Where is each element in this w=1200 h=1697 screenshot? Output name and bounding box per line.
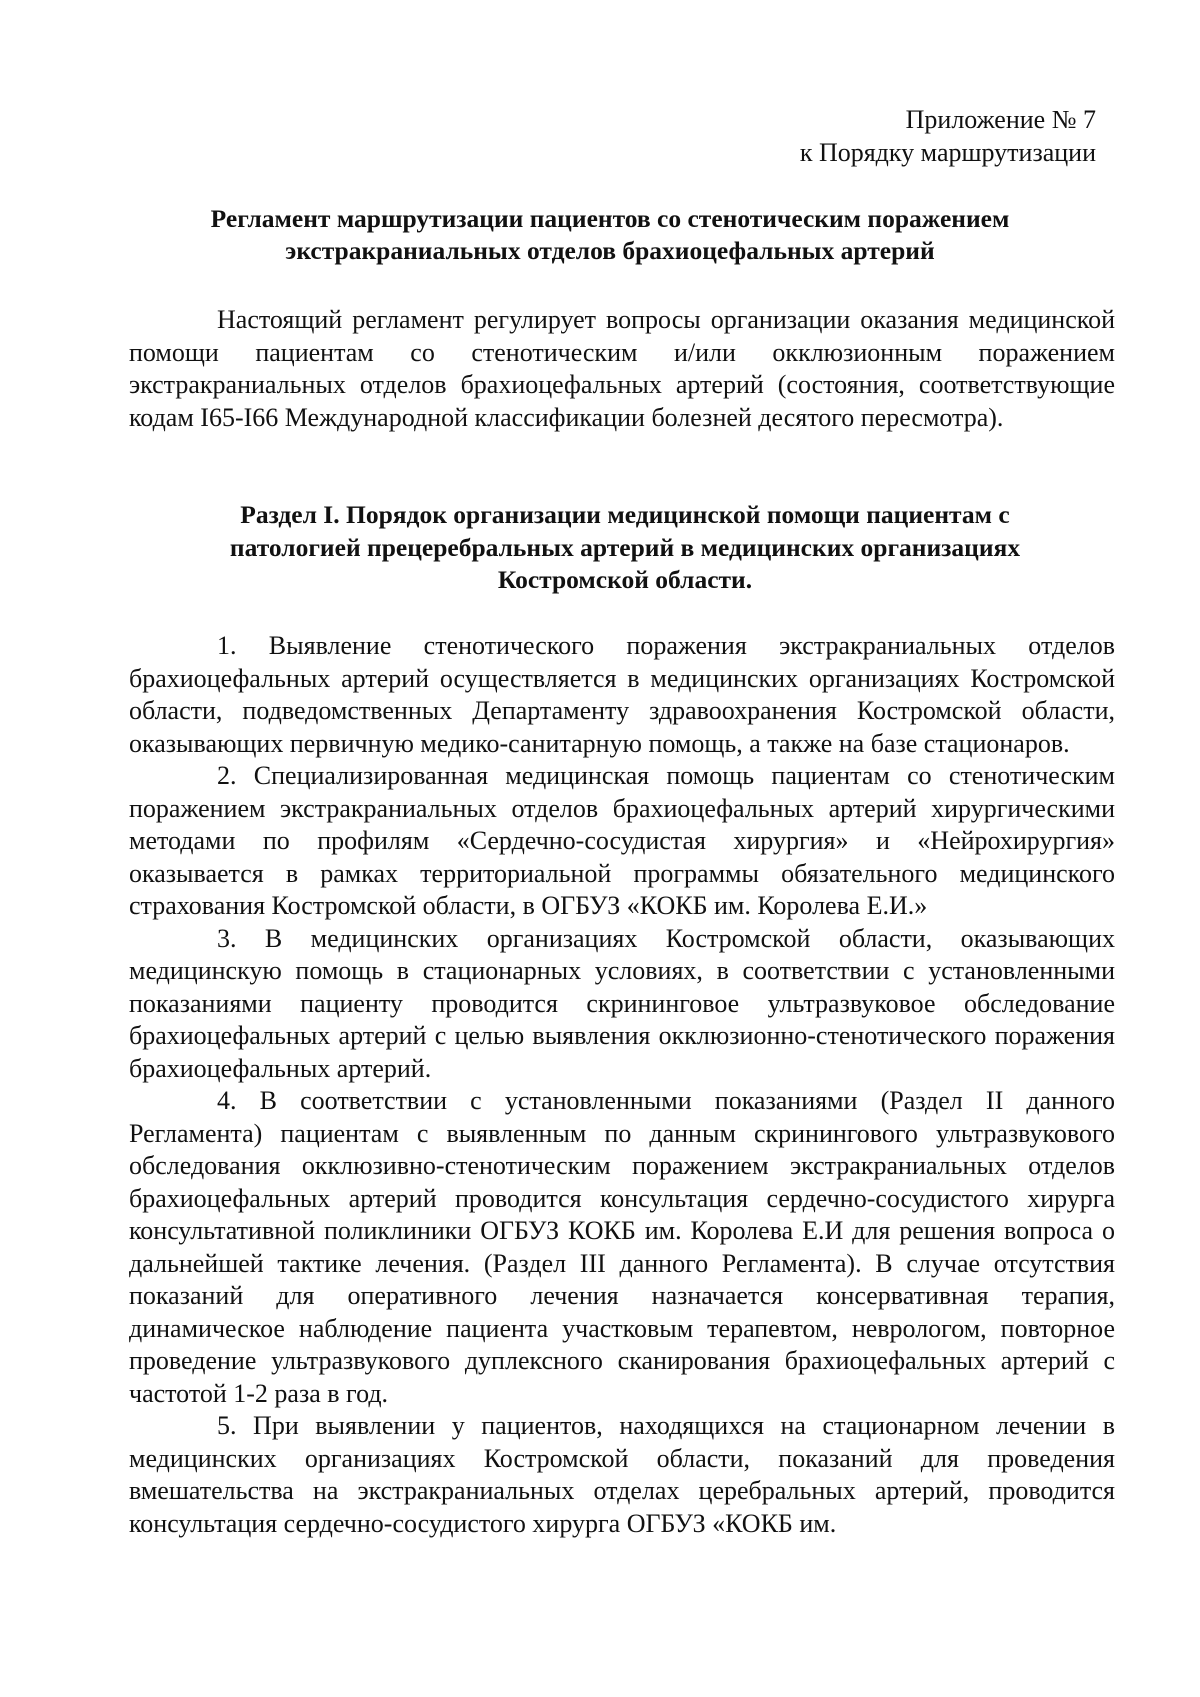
section-heading xyxy=(150,499,1100,597)
intro-block xyxy=(129,304,1115,434)
numbered-items xyxy=(129,630,1115,1540)
intro-paragraph: Настоящий регламент регулирует вопросы организации оказания медицинской помощи пациентам со стенотическим и/или окклюзионным поражением экстракраниальных отделов брахиоцефальных артерий (состояния, соответствующие кодам I65-I66 Международной классификации болезней десятого пересмотра). xyxy=(129,305,1115,432)
appendix-reference: к Порядку маршрутизации xyxy=(799,138,1096,167)
section-heading-line-1: Раздел I. Порядок организации медицинской помощи пациентам с xyxy=(240,500,1010,529)
title-line-1: Регламент маршрутизации пациентов со стенотическим поражением xyxy=(210,204,1010,233)
item-paragraph: 5. При выявлении у пациентов, находящихся на стационарном лечении в медицинских организациях Костромской области, показаний для проведения вмешательства на экстракраниальных отделах церебральных артерий, проводится консультация сердечно-сосудистого хирурга ОГБУЗ «КОКБ им. xyxy=(129,1411,1115,1538)
title-line-2: экстракраниальных отделов брахиоцефальных артерий xyxy=(285,236,935,265)
section-heading-line-3: Костромской области. xyxy=(497,565,753,594)
appendix-number: Приложение № 7 xyxy=(905,105,1096,134)
section-heading-line-2: патологией прецеребральных артерий в медицинских организациях xyxy=(229,532,1021,562)
document-title xyxy=(150,203,1070,267)
appendix-header xyxy=(800,103,1096,169)
item-paragraph: 4. В соответствии с установленными показаниями (Раздел II данного Регламента) пациентам с выявленным по данным скринингового ультразвукового обследования окклюзивно-стенотическим поражением экстракраниальных отделов брахиоцефальных артерий проводится консультация сердечно-сосудистого хирурга консультативной поликлиники ОГБУЗ КОКБ им. Королева Е.И для решения вопроса о дальнейшей тактике лечения. (Раздел III данного Регламента). В случае отсутствия показаний для оперативного лечения назначается консервативная терапия, динамическое наблюдение пациента участковым терапевтом, неврологом, повторное проведение ультразвукового дуплексного сканирования брахиоцефальных артерий с частотой 1-2 раза в год. xyxy=(129,1086,1115,1408)
item-paragraph: 3. В медицинских организациях Костромской области, оказывающих медицинскую помощь в стационарных условиях, в соответствии с установленными показаниями пациенту проводится скрининговое ультразвуковое обследование брахиоцефальных артерий с целью выявления окклюзионно-стенотического поражения брахиоцефальных артерий. xyxy=(129,923,1115,1083)
item-paragraph: 2. Специализированная медицинская помощь пациентам со стенотическим поражением экстракраниальных отделов брахиоцефальных артерий хирургическими методами по профилям «Сердечно-сосудистая хирургия» и «Нейрохирургия» оказывается в рамках территориальной программы обязательного медицинского страхования Костромской области, в ОГБУЗ «КОКБ им. Королева Е.И.» xyxy=(129,761,1115,920)
item-paragraph: 1. Выявление стенотического поражения экстракраниальных отделов брахиоцефальных артерий осуществляется в медицинских организациях Костромской области, подведомственных Департаменту здравоохранения Костромской области, оказывающих первичную медико-санитарную помощь, а также на базе стационаров. xyxy=(129,631,1115,758)
